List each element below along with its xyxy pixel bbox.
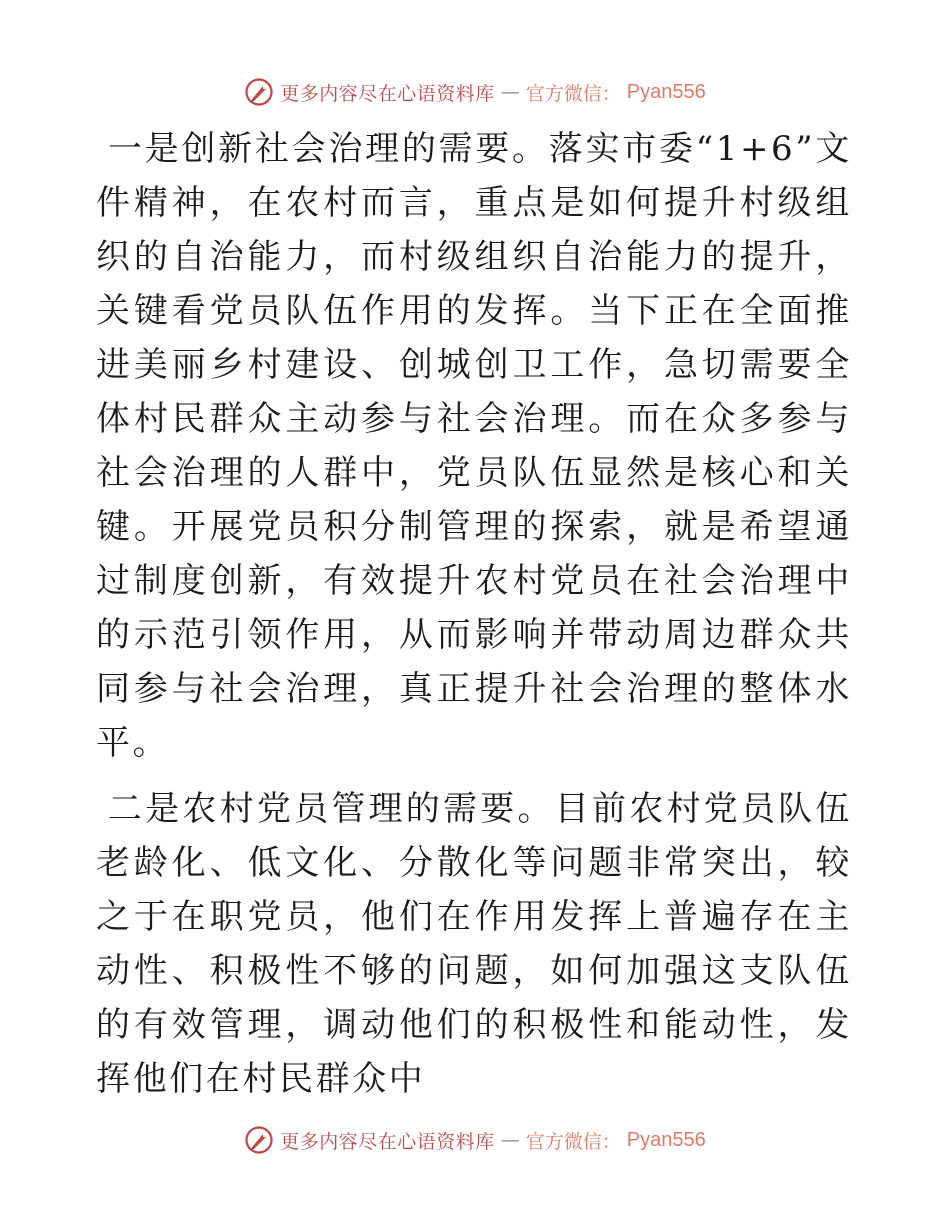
pen-nib-logo-icon xyxy=(244,1125,274,1155)
page-header-banner xyxy=(0,72,950,112)
pen-nib-logo-icon xyxy=(244,77,274,107)
footer-wechat-label: 官方微信： xyxy=(525,1130,621,1153)
footer-site-text: 更多内容尽在心语资料库 xyxy=(280,1130,495,1153)
footer-wechat-id: Pyan556 xyxy=(626,1128,706,1151)
footer-separator: — xyxy=(500,1129,520,1151)
header-site-text: 更多内容尽在心语资料库 xyxy=(280,82,495,105)
header-wechat-id: Pyan556 xyxy=(626,80,706,103)
paragraph-1: 一是创新社会治理的需要。落实市委“1+6”文件精神，在农村而言，重点是如何提升村级组织的自治能力，而村级组织自治能力的提升，关键看党员队伍作用的发挥。当下正在全面推进美丽乡村建设、创城创卫工作，急切需要全体村民群众主动参与社会治理。而在众多参与社会治理的人群中，党员队伍显然是核心和关键。开展党员积分制管理的探索，就是希望通过制度创新，有效提升农村党员在社会治理中的示范引领作用，从而影响并带动周边群众共同参与社会治理，真正提升社会治理的整体水平。 xyxy=(96,129,852,763)
header-separator: — xyxy=(500,81,520,103)
page-footer-banner xyxy=(0,1120,950,1160)
paragraph-2: 二是农村党员管理的需要。目前农村党员队伍老龄化、低文化、分散化等问题非常突出，较之于在职党员，他们在作用发挥上普遍存在主动性、积极性不够的问题，如何加强这支队伍的有效管理，调动他们的积极性和能动性，发挥他们在村民群众中 xyxy=(96,789,852,1099)
document-body xyxy=(96,122,852,1106)
header-wechat-label: 官方微信： xyxy=(525,82,621,105)
